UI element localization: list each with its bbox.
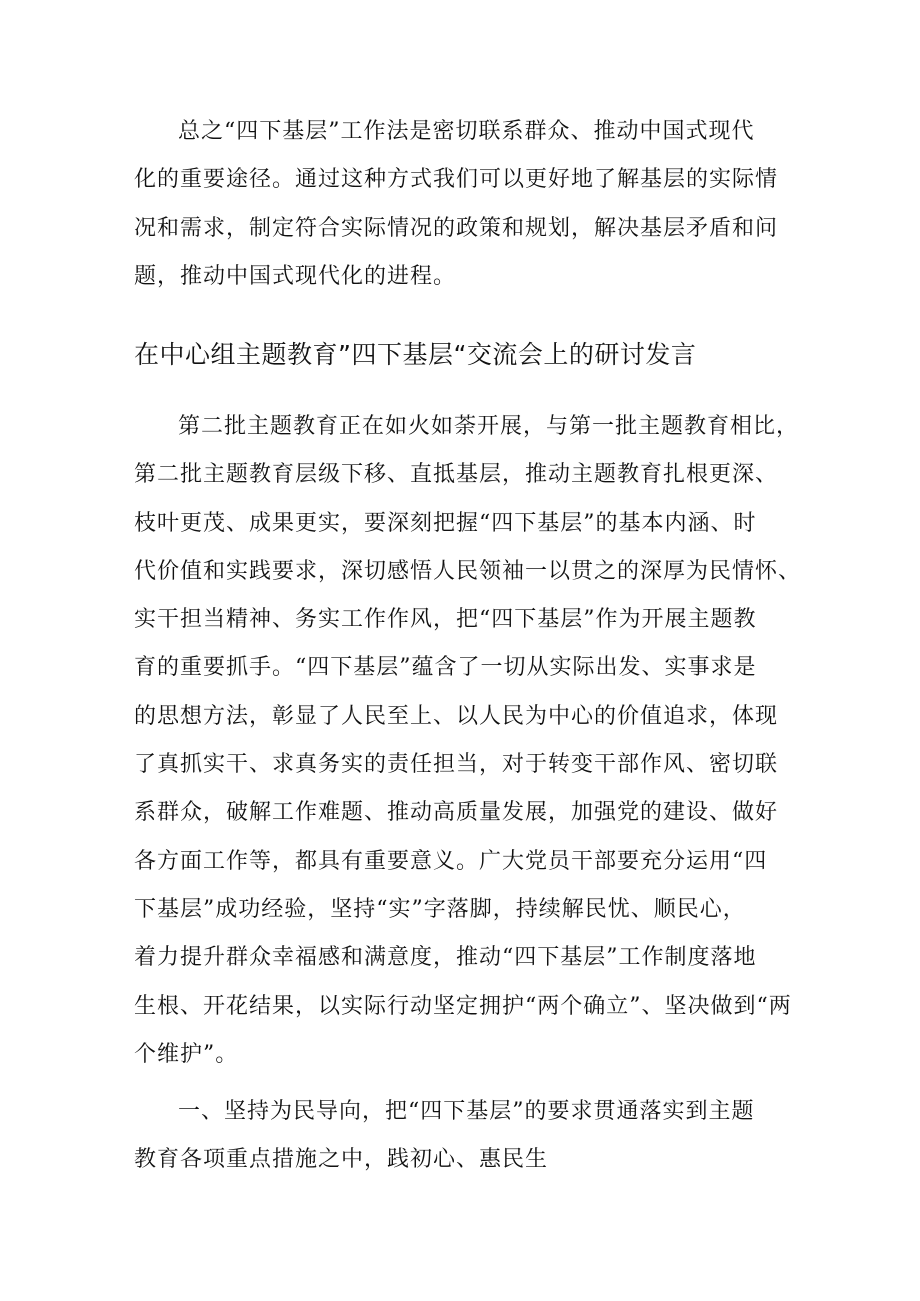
paragraph-line: 况和需求，制定符合实际情况的政策和规划，解决基层矛盾和问 <box>134 215 779 241</box>
paragraph-conclusion <box>134 108 796 301</box>
paragraph-line: 化的重要途径。通过这种方式我们可以更好地了解基层的实际情 <box>134 167 779 193</box>
paragraph-line: 总之“四下基层”工作法是密切联系群众、推动中国式现代 <box>178 119 755 144</box>
paragraph-intro <box>134 403 802 1079</box>
paragraph-line: 一、坚持为民导向，把“四下基层”的要求贯通落实到主题 <box>178 1099 755 1124</box>
paragraph-line: 了真抓实干、求真务实的责任担当，对于转变干部作风、密切联 <box>134 752 779 778</box>
paragraph-line: 着力提升群众幸福感和满意度，推动“四下基层”工作制度落地 <box>134 945 757 971</box>
paragraph-line: 各方面工作等，都具有重要意义。广大党员干部要充分运用“四 <box>134 848 768 874</box>
paragraph-line: 题，推动中国式现代化的进程。 <box>134 263 457 289</box>
paragraph-line: 系群众，破解工作难题、推动高质量发展，加强党的建设、做好 <box>134 800 779 826</box>
paragraph-line: 枝叶更茂、成果更实，要深刻把握“四下基层”的基本内涵、时 <box>134 510 757 536</box>
paragraph-line: 个维护”。 <box>134 1041 239 1067</box>
section-heading: 在中心组主题教育”四下基层“交流会上的研讨发言 <box>134 340 697 369</box>
paragraph-line: 第二批主题教育正在如火如荼开展，与第一批主题教育相比， <box>178 414 800 439</box>
paragraph-line: 第二批主题教育层级下移、直抵基层，推动主题教育扎根更深、 <box>134 462 779 488</box>
paragraph-section-one <box>134 1088 796 1185</box>
paragraph-line: 下基层”成功经验，坚持“实”字落脚，持续解民忧、顺民心， <box>134 896 746 922</box>
paragraph-line: 教育各项重点措施之中，践初心、惠民生 <box>134 1147 549 1173</box>
paragraph-line: 代价值和实践要求，深切感悟人民领袖一以贯之的深厚为民情怀、 <box>134 558 802 584</box>
paragraph-line: 的思想方法，彰显了人民至上、以人民为中心的价值追求，体现 <box>134 703 779 729</box>
paragraph-line: 生根、开花结果，以实际行动坚定拥护“两个确立”、坚决做到“两 <box>134 993 792 1019</box>
paragraph-line: 实干担当精神、务实工作作风，把“四下基层”作为开展主题教 <box>134 607 757 633</box>
paragraph-line: 育的重要抓手。“四下基层”蕴含了一切从实际出发、实事求是 <box>134 655 757 681</box>
